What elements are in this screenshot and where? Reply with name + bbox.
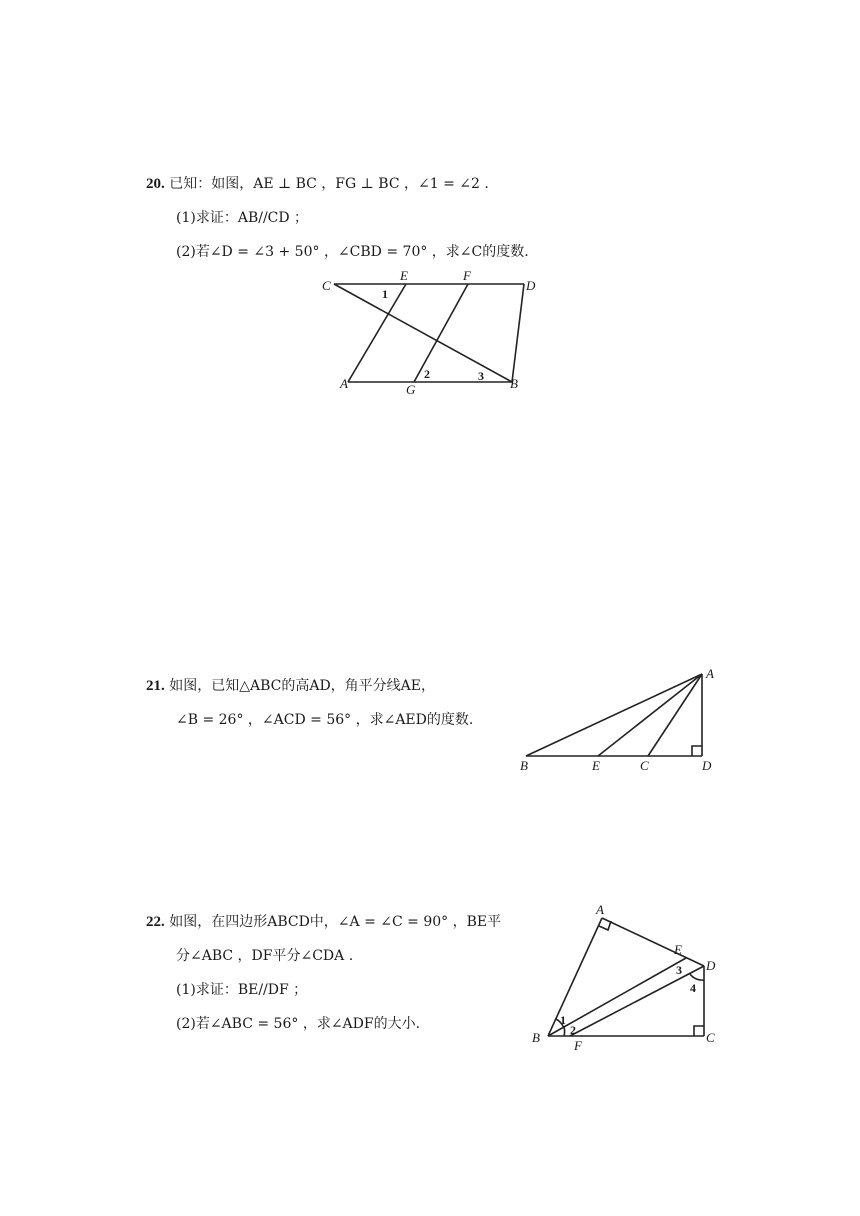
q21-figure [516,664,726,774]
q20-part2: (2)若∠D = ∠3 + 50° ，∠CBD = 70° ，求∠C的度数. [176,244,529,260]
fig20-label-f: F [463,268,471,283]
fig21-label-c: C [640,758,649,773]
fig21-label-e: E [592,758,600,773]
q22-part2: (2)若∠ABC = 56° ，求∠ADF的大小. [176,1016,421,1032]
q20-part1: (1)求证：AB//CD ； [176,210,309,226]
fig20-angle-3: 3 [478,369,484,383]
q22-part1: (1)求证：BE//DF ； [176,982,308,998]
q21-line2: ∠B = 26° ，∠ACD = 56° ，求∠AED的度数. [176,712,474,728]
q22-line1 [146,912,501,932]
q22-line2: 分∠ABC ，DF平分∠CDA . [176,948,354,964]
fig21-label-a: A [706,666,714,681]
fig20-angle-2: 2 [424,367,430,381]
fig22-label-f: F [574,1038,582,1050]
q20-figure [318,268,538,398]
fig20-label-c: C [322,278,331,293]
q22-line1-text: 如图，在四边形ABCD中，∠A = ∠C = 90° ，BE平 [169,914,502,930]
q21-line1 [146,676,435,696]
fig20-label-b: B [510,376,518,391]
fig22-label-e: E [674,942,682,957]
fig22-angle-4: 4 [690,981,696,995]
fig20-angle-1: 1 [382,287,388,301]
fig22-angle-3: 3 [676,963,682,977]
fig21-label-b: B [520,758,528,773]
fig20-label-d: D [526,278,536,293]
fig20-label-g: G [406,382,416,397]
fig21-label-d: D [702,758,712,773]
q20-number: 20. [146,176,165,192]
q20-stem [146,174,489,194]
q21-number: 21. [146,678,165,694]
fig22-label-a: A [596,902,604,917]
fig22-label-c: C [706,1030,715,1045]
fig20-label-e: E [400,268,408,283]
fig22-angle-1: 1 [560,1013,566,1027]
q20-stem-text: 已知：如图，AE ⊥ BC ，FG ⊥ BC ，∠1 = ∠2 . [169,176,489,192]
q21-line1-text: 如图，已知△ABC的高AD，角平分线AE， [169,678,436,694]
fig22-label-d: D [706,958,716,973]
fig22-label-b: B [532,1030,540,1045]
q22-number: 22. [146,914,165,930]
fig20-label-a: A [340,376,348,391]
fig22-angle-2: 2 [570,1023,576,1037]
q22-figure [530,900,730,1050]
